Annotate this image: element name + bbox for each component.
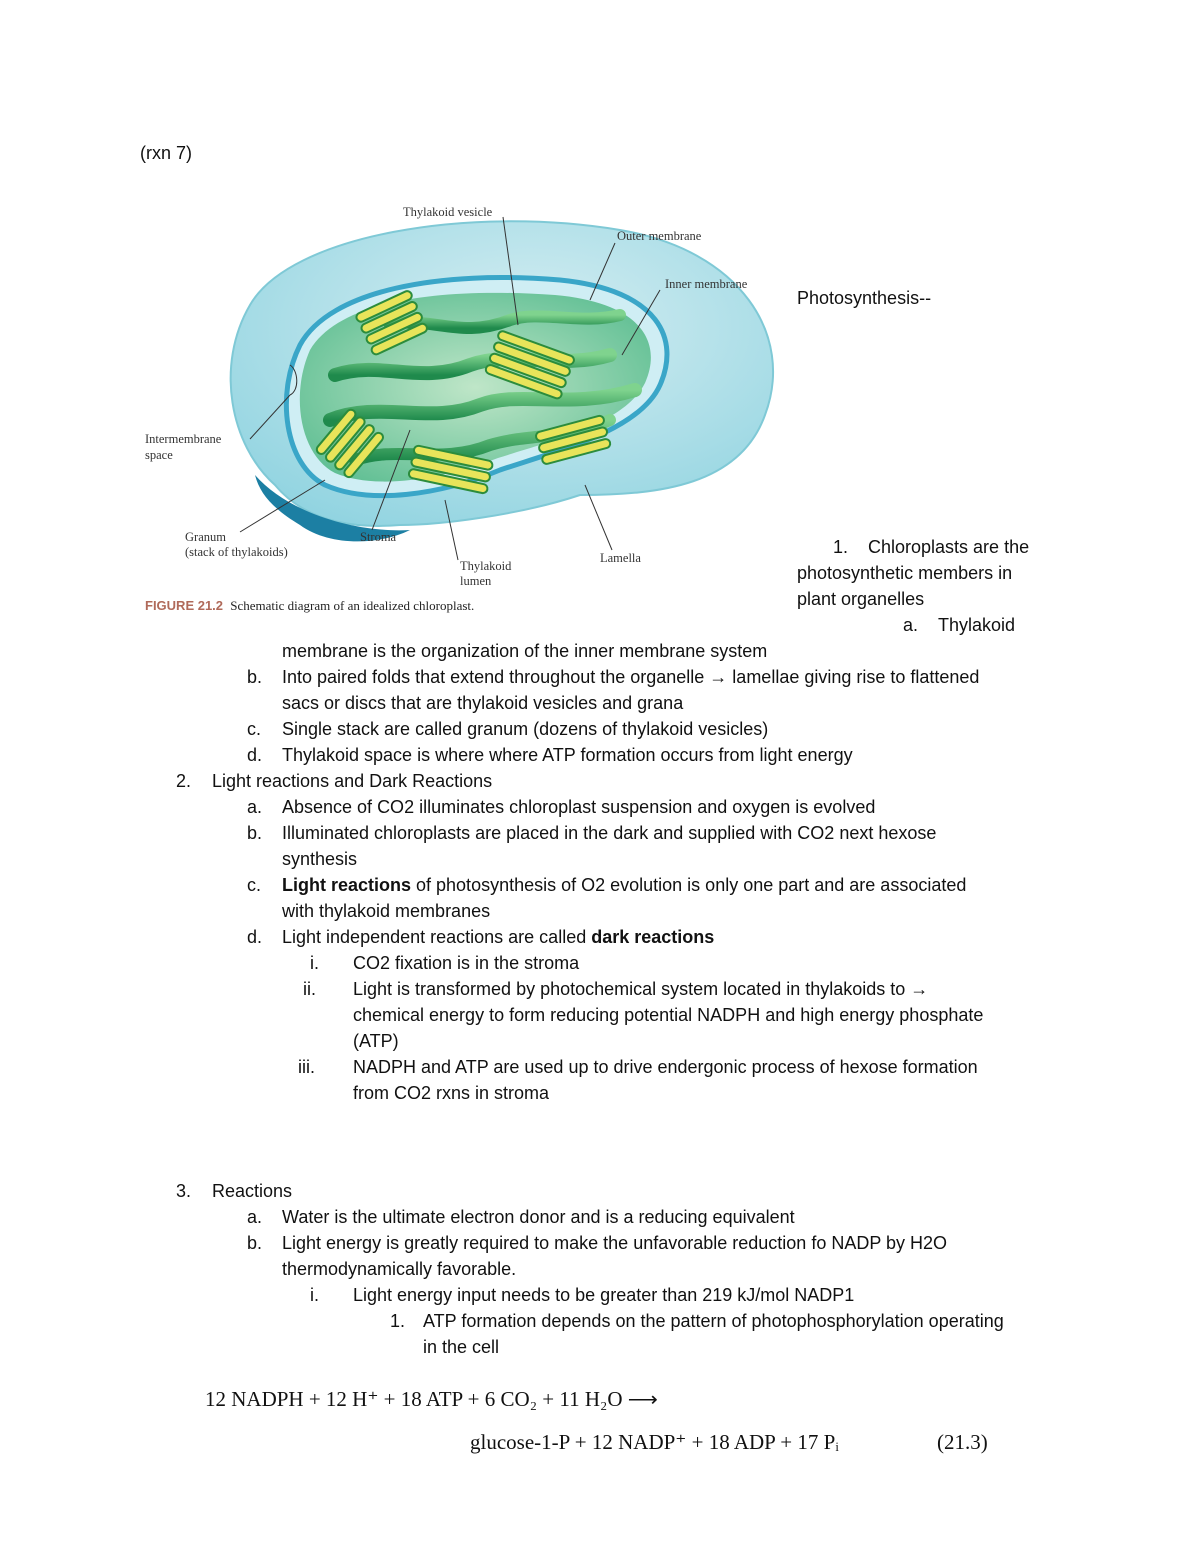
list-item-text: with thylakoid membranes bbox=[282, 901, 491, 921]
label-granum-desc: (stack of thylakoids) bbox=[185, 545, 288, 559]
list-item-text: CO2 fixation is in the stroma bbox=[353, 953, 580, 973]
list-item-text: Thylakoid bbox=[938, 615, 1016, 635]
list-marker: c. bbox=[247, 875, 262, 895]
list-marker: 3. bbox=[176, 1181, 192, 1201]
list-marker: b. bbox=[247, 823, 263, 843]
list-item-text: thermodynamically favorable. bbox=[282, 1259, 517, 1279]
list-marker: b. bbox=[247, 667, 263, 687]
section-title: Photosynthesis-- bbox=[797, 288, 932, 308]
list-marker: a. bbox=[903, 615, 919, 635]
list-item-text: Water is the ultimate electron donor and is a reducing equivalent bbox=[282, 1207, 795, 1227]
list-item-text bbox=[282, 924, 714, 950]
list-item-text: synthesis bbox=[282, 849, 358, 869]
list-item-text: sacs or discs that are thylakoid vesicles and grana bbox=[282, 693, 684, 713]
equation-line-2: glucose-1-P + 12 NADP⁺ + 18 ADP + 17 Pᵢ bbox=[470, 1430, 839, 1454]
list-item-text: Light energy is greatly required to make the unfavorable reduction fo NADP by H2O bbox=[282, 1233, 948, 1253]
list-item-text: in the cell bbox=[423, 1337, 500, 1357]
list-item-text: plant organelles bbox=[797, 589, 925, 609]
label-thylakoid-vesicle: Thylakoid vesicle bbox=[403, 205, 493, 219]
label-thylakoid: Thylakoid bbox=[460, 559, 512, 573]
label-stroma: Stroma bbox=[360, 530, 397, 544]
list-item-text: chemical energy to form reducing potential NADPH and high energy phosphate bbox=[353, 1005, 984, 1025]
list-item-text: NADPH and ATP are used up to drive endergonic process of hexose formation bbox=[353, 1057, 978, 1077]
list-marker: d. bbox=[247, 745, 263, 765]
text-run: of photosynthesis of O2 evolution is only one part and are associated bbox=[411, 875, 967, 895]
label-granum: Granum bbox=[185, 530, 226, 544]
list-marker: 2. bbox=[176, 771, 192, 791]
bold-term: Light reactions bbox=[282, 875, 412, 895]
list-item-text: Thylakoid space is where where ATP formation occurs from light energy bbox=[282, 745, 853, 765]
text-run: Light independent reactions are called bbox=[282, 927, 592, 947]
list-item-text: membrane is the organization of the inner membrane system bbox=[282, 641, 768, 661]
list-item-text: Single stack are called granum (dozens of thylakoid vesicles) bbox=[282, 719, 769, 739]
list-item-text: (ATP) bbox=[353, 1031, 399, 1051]
label-lamella: Lamella bbox=[600, 551, 641, 565]
rxn-label: (rxn 7) bbox=[140, 143, 193, 163]
label-inner-membrane: Inner membrane bbox=[665, 277, 748, 291]
figure-number: FIGURE 21.2 bbox=[145, 598, 224, 613]
list-item-text: Reactions bbox=[212, 1181, 293, 1201]
list-marker: c. bbox=[247, 719, 262, 739]
list-marker: b. bbox=[247, 1233, 263, 1253]
figure-caption bbox=[145, 598, 474, 614]
list-item-text: Light reactions and Dark Reactions bbox=[212, 771, 493, 791]
list-item-text: photosynthetic members in bbox=[797, 563, 1013, 583]
list-marker: d. bbox=[247, 927, 263, 947]
list-marker: i. bbox=[310, 1285, 319, 1305]
figure-caption-text: Schematic diagram of an idealized chloroplast. bbox=[230, 598, 475, 613]
list-item-text: Absence of CO2 illuminates chloroplast suspension and oxygen is evolved bbox=[282, 797, 876, 817]
list-item-text: Light is transformed by photochemical system located in thylakoids to → bbox=[353, 979, 929, 999]
list-marker: ii. bbox=[303, 979, 316, 999]
list-item-text bbox=[282, 872, 966, 898]
equation-line-1: 12 NADPH + 12 H⁺ + 18 ATP + 6 CO₂ + 11 H₂O ⟶ bbox=[205, 1387, 658, 1411]
label-intermembrane: Intermembrane bbox=[145, 432, 222, 446]
list-item-text: Chloroplasts are the bbox=[868, 537, 1030, 557]
list-marker: iii. bbox=[298, 1057, 315, 1077]
list-item-text: Light energy input needs to be greater than 219 kJ/mol NADP1 bbox=[353, 1285, 855, 1305]
label-lumen: lumen bbox=[460, 574, 492, 588]
label-intermembrane-space: space bbox=[145, 448, 173, 462]
list-marker: a. bbox=[247, 1207, 263, 1227]
list-item-text: ATP formation depends on the pattern of photophosphorylation operating bbox=[423, 1311, 1004, 1331]
bold-term: dark reactions bbox=[591, 927, 715, 947]
list-marker: 1. bbox=[390, 1311, 406, 1331]
list-item-text: Illuminated chloroplasts are placed in the dark and supplied with CO2 next hexose bbox=[282, 823, 937, 843]
list-marker: i. bbox=[310, 953, 319, 973]
list-item-text: Into paired folds that extend throughout the organelle → lamellae giving rise to flattened bbox=[282, 667, 980, 687]
list-marker: a. bbox=[247, 797, 263, 817]
label-outer-membrane: Outer membrane bbox=[617, 229, 702, 243]
equation-number: (21.3) bbox=[937, 1430, 988, 1454]
list-marker: 1. bbox=[833, 537, 849, 557]
list-item-text: from CO2 rxns in stroma bbox=[353, 1083, 550, 1103]
